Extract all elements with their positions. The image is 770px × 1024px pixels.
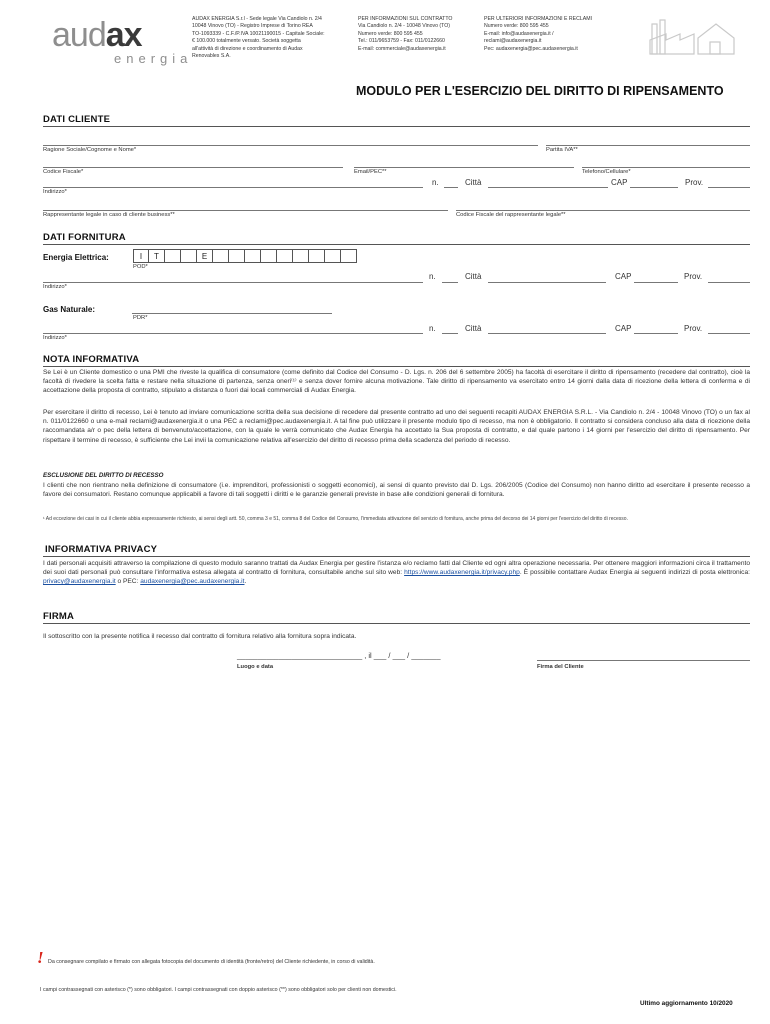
indirizzo-fornitura-line [43, 282, 423, 283]
factory-house-icon [648, 16, 743, 58]
claims-line: E-mail: info@audaxenergia.it / [484, 30, 554, 37]
nota-paragraph-3: I clienti che non rientrano nella definizione di consumatore (i.e. imprenditori, professionisti o soggetti economici), ai sensi di quanto previsto dal D. Lgs. 206/2005 (Codice del Consumo) non hanno diritto ad esercitare il presente recesso a favore dei consumatori. Restano comunque applicabili a favore di tali soggetti i diritti e le garanzie generali previste in base alle condizioni generali di fornitura. [43, 482, 750, 499]
warning-icon: ! [37, 948, 44, 967]
info-line: E-mail: commerciale@audaxenergia.it [358, 45, 446, 52]
privacy-text: I dati personali acquisiti attraverso la compilazione di questo modulo saranno trattati da Audax Energia per gestire l'istanza e/o reclamo fatti dal Cliente ed ogni altra operazione necessaria. Per ottenere maggiori informazioni circa il trattamento dei suoi dati personali può consultare l'informativa estesa allegata al contratto di fornitura, consultabile anche sul sito web: [43, 560, 750, 577]
cap-line [634, 333, 678, 334]
info-line: Via Candiolo n. 2/4 - 10048 Vinovo (TO) [358, 23, 450, 30]
prov-label: Prov. [684, 272, 703, 281]
firma-cliente-label: Firma del Cliente [537, 664, 584, 670]
last-updated: Ultimo aggiornamento 10/2020 [640, 1000, 733, 1007]
pod-box[interactable] [325, 249, 341, 263]
nota-paragraph-2: Per esercitare il diritto di recesso, Lei è tenuto ad inviare comunicazione scritta della sua decisione di recedere dal presente contratto ad uno dei seguenti recapiti AUDAX ENERGIA S.R.L. - Via Candiolo n. 2/4 - 10048 Vinovo (TO) o un fax al n. 011/0122660 o una e-mail reclami@audaxenergia.it o una PEC a reclami@pec.audaxenergia.it. A tal fine può utilizzare il presente modulo tipo di recesso, ma non è obbligatorio. Il contratto si considera concluso alla data di ricezione della raccomandata a/r o pec della lettera di benvenuto/accettazione, con la quale le verrà comunicato che Audax Energia ha accettato la Sua proposta di contratto, e dal quale partono i 14 giorni per l'esercizio del diritto di ripensamento. Per rispettare il termine di recesso, è sufficiente che Lei invii la comunicazione relativa all'esercizio del diritto di recesso prima della scadenza del periodo di recesso. [43, 409, 750, 444]
section-divider [43, 556, 750, 557]
esclusione-title: ESCLUSIONE DEL DIRITTO DI RECESSO [43, 472, 164, 479]
prov-line [708, 282, 750, 283]
company-line: TO-1093339 - C.F./P.IVA 10021190015 - Capitale Sociale: [192, 30, 325, 37]
indirizzo-line [43, 187, 423, 188]
partita-iva-line [546, 145, 750, 146]
privacy-text-or: o PEC: [117, 578, 139, 586]
prov-label: Prov. [684, 324, 703, 333]
cap-label: CAP [611, 178, 628, 187]
email-pec-label: Email/PEC** [354, 169, 387, 175]
indirizzo-fornitura-label: Indirizzo* [43, 284, 67, 290]
pod-box[interactable] [181, 249, 197, 263]
citta-label: Città [465, 324, 482, 333]
codice-fiscale-label: Codice Fiscale* [43, 169, 84, 175]
n-line [442, 333, 458, 334]
rappresentante-line [43, 210, 448, 211]
n-line [442, 282, 458, 283]
section-divider [43, 366, 750, 367]
date-field[interactable]: ______________________________ , il ___ / ___ / _______ [237, 651, 441, 660]
gas-naturale-label: Gas Naturale: [43, 305, 96, 314]
info-line: Numero verde: 800 595 455 [358, 30, 423, 37]
citta-line [488, 282, 606, 283]
rappresentante-label: Rappresentante legale in caso di cliente business** [43, 212, 175, 218]
company-line: Renovables S.A. [192, 53, 231, 60]
nota-paragraph-1: Se Lei è un Cliente domestico o una PMI che riveste la qualifica di consumatore (come definito dal Codice del Consumo - D. Lgs. n. 206 del 6 settembre 2005) ha facoltà di esercitare il diritto di ripensamento (recedere dal contratto), cioè la facoltà di rivedere la scelta fatta e restare nella situazione di partenza, senza oneri⁽¹⁾ e senza dover fornire alcuna motivazione. Tale diritto di ripensamento va esercitato entro 14 giorni dalla data di ricezione della lettera di conferma e di accettazione della proposta di contratto, stipulato a distanza o fuori dai locali commerciali di Audax Energia. [43, 369, 750, 395]
pod-box[interactable] [245, 249, 261, 263]
pod-box[interactable] [165, 249, 181, 263]
pod-box[interactable] [277, 249, 293, 263]
privacy-text-end: . [244, 578, 247, 586]
pod-box[interactable] [341, 249, 357, 263]
prov-label: Prov. [685, 178, 704, 187]
section-heading-privacy: INFORMATIVA PRIVACY [45, 544, 158, 555]
page-title: MODULO PER L'ESERCIZIO DEL DIRITTO DI RIPENSAMENTO [356, 84, 724, 98]
prov-line [708, 187, 750, 188]
section-divider [43, 244, 750, 245]
privacy-text-mid: . È possibile contattare Audax Energia ai seguenti indirizzi di posta elettronica: [519, 569, 750, 577]
citta-label: Città [465, 178, 482, 187]
cap-line [630, 187, 678, 188]
email-pec-line [354, 167, 574, 168]
pdr-label: PDR* [133, 315, 148, 321]
claims-line: reclami@audaxenergia.it [484, 38, 542, 45]
pdr-line [132, 313, 332, 314]
company-info [192, 16, 342, 60]
pod-box-grid [133, 249, 357, 263]
n-label: n. [429, 272, 436, 281]
claims-line: Pec: audaxenergia@pec.audaxenergia.it [484, 45, 578, 52]
cap-label: CAP [615, 324, 632, 333]
claims-line: Numero verde: 800 595 455 [484, 23, 549, 30]
logo [52, 16, 193, 66]
luogo-data-label: Luogo e data [237, 664, 274, 670]
contract-info [358, 16, 478, 53]
section-heading-dati-fornitura: DATI FORNITURA [43, 232, 126, 243]
n-label: n. [429, 324, 436, 333]
section-divider [43, 126, 750, 127]
section-heading-dati-cliente: DATI CLIENTE [43, 114, 111, 125]
privacy-paragraph [43, 559, 750, 587]
logo-main-text: aud [52, 16, 106, 54]
cf-rappresentante-label: Codice Fiscale del rappresentante legale** [456, 212, 566, 218]
prov-line [708, 333, 750, 334]
ragione-sociale-line [43, 145, 538, 146]
cap-line [634, 282, 678, 283]
company-line: all'attività di direzione e coordinamento di Audax [192, 45, 303, 52]
pod-box[interactable] [229, 249, 245, 263]
pod-label: POD* [133, 264, 148, 270]
consegna-note: Da consegnare compilato e firmato con allegata fotocopia del documento di identità (fronte/retro) del Cliente richiedente, in corso di validità. [48, 959, 375, 965]
privacy-email-link[interactable]: privacy@audaxenergia.it [43, 578, 116, 586]
cf-rappresentante-line [456, 210, 750, 211]
partita-iva-label: Partita IVA** [546, 147, 578, 153]
pod-box[interactable]: I [133, 249, 149, 263]
indirizzo-gas-label: Indirizzo* [43, 335, 67, 341]
citta-line [488, 333, 606, 334]
indirizzo-label: Indirizzo* [43, 189, 67, 195]
n-label: n. [432, 178, 439, 187]
section-heading-firma: FIRMA [43, 611, 75, 622]
n-line [444, 187, 458, 188]
privacy-pec-link[interactable]: audaxenergia@pec.audaxenergia.it [140, 578, 245, 586]
logo-word [52, 16, 182, 55]
privacy-policy-link[interactable]: https://www.audaxenergia.it/privacy.php [404, 569, 520, 577]
nota-footnote: ¹ Ad eccezione dei casi in cui il cliente abbia espressamente richiesto, ai sensi degli artt. 50, comma 3 e 51, comma 8 del Codice del Consumo, l'immediata attivazione del servizio di fornitura, anche prima del decorso dei 14 giorni per l'esercizio del diritto di recesso. [43, 516, 628, 522]
company-line: AUDAX ENERGIA S.r.l - Sede legale Via Candiolo n. 2/4 [192, 16, 322, 22]
citta-label: Città [465, 272, 482, 281]
citta-line [488, 187, 608, 188]
pod-box[interactable] [293, 249, 309, 263]
claims-info [484, 16, 614, 53]
logo-subtext: energia [114, 51, 193, 66]
required-fields-note: I campi contrassegnati con asterisco (*) sono obbligatori. I campi contrassegnati con doppio asterisco (**) sono obbligatori solo per clienti non domestici. [40, 987, 397, 993]
telefono-line [582, 167, 750, 168]
pod-box[interactable]: E [197, 249, 213, 263]
section-heading-nota: NOTA INFORMATIVA [43, 354, 140, 365]
pod-box[interactable]: T [149, 249, 165, 263]
info-line: PER INFORMAZIONI SUL CONTRATTO [358, 16, 453, 22]
codice-fiscale-line [43, 167, 343, 168]
firma-cliente-line [537, 660, 750, 661]
section-divider [43, 623, 750, 624]
telefono-label: Telefono/Cellulare* [582, 169, 631, 175]
logo-bold-text: ax [105, 16, 142, 54]
energia-elettrica-label: Energia Elettrica: [43, 253, 109, 262]
claims-line: PER ULTERIORI INFORMAZIONI E RECLAMI [484, 16, 592, 22]
company-line: € 100.000 totalmente versato. Società soggetta [192, 38, 301, 45]
pod-box[interactable] [213, 249, 229, 263]
ragione-sociale-label: Ragione Sociale/Cognome e Nome* [43, 147, 137, 153]
cap-label: CAP [615, 272, 632, 281]
pod-box[interactable] [261, 249, 277, 263]
firma-text: Il sottoscritto con la presente notifica il recesso dal contratto di fornitura relativo alla fornitura sopra indicata. [43, 633, 357, 640]
company-line: 10048 Vinovo (TO) - Registro Imprese di Torino REA [192, 23, 313, 30]
info-line: Tel.: 011/9653759 - Fax: 011/0122660 [358, 38, 445, 45]
pod-box[interactable] [309, 249, 325, 263]
indirizzo-gas-line [43, 333, 423, 334]
